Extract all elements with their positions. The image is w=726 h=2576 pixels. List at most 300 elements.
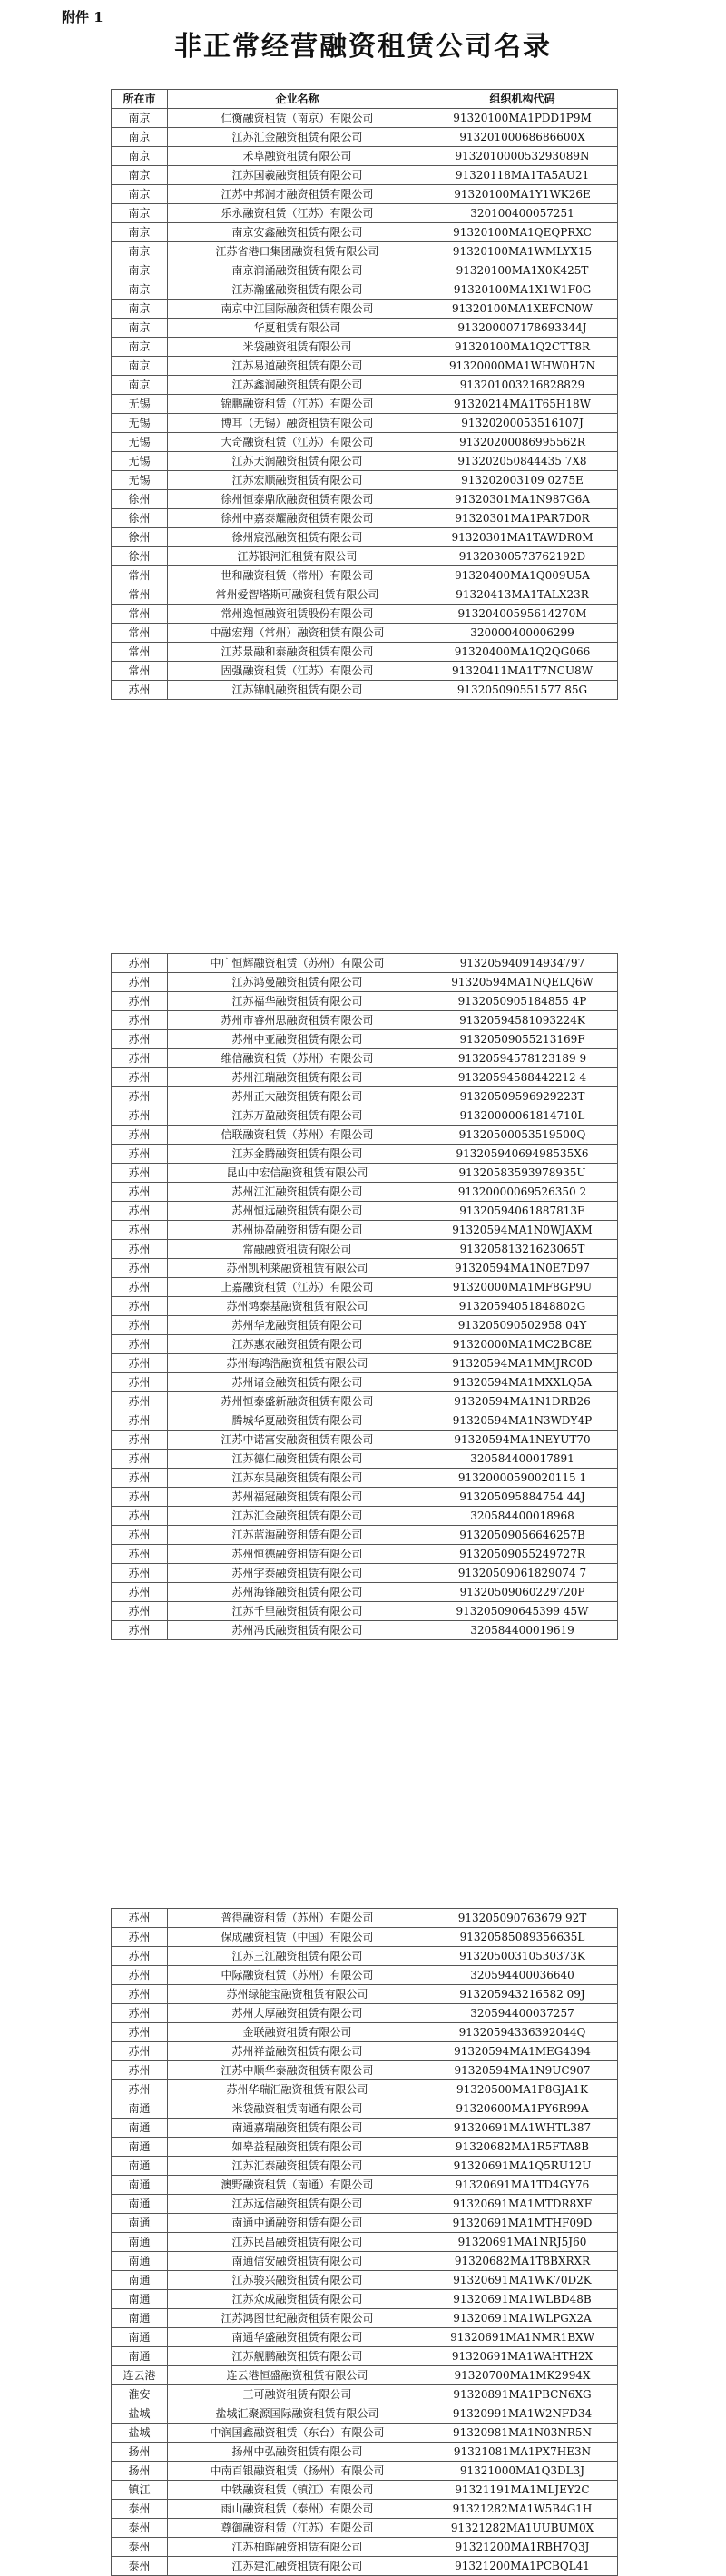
city-cell: 常州 <box>112 624 168 643</box>
org-code-cell: 91320981MA1N03NR5N <box>427 2424 618 2443</box>
city-cell: 南通 <box>112 2309 168 2328</box>
org-code-cell: 91320691MA1WLBD48B <box>427 2290 618 2309</box>
city-cell: 常州 <box>112 662 168 681</box>
city-cell: 连云港 <box>112 2366 168 2385</box>
city-cell: 盐城 <box>112 2404 168 2424</box>
city-cell: 苏州 <box>112 1145 168 1164</box>
company-name-cell: 腾城华夏融资租赁有限公司 <box>168 1411 427 1431</box>
city-cell: 常州 <box>112 585 168 605</box>
org-code-cell: 91320585089356635L <box>427 1928 618 1947</box>
table-row <box>112 2214 618 2233</box>
org-code-cell: 91320000MA1WHW0H7N <box>427 357 618 376</box>
city-cell: 南京 <box>112 185 168 204</box>
org-code-cell: 91320691MA1WLPGX2A <box>427 2309 618 2328</box>
company-name-cell: 江苏三江融资租赁有限公司 <box>168 1947 427 1966</box>
company-name-cell: 博耳（无锡）融资租赁有限公司 <box>168 414 427 433</box>
city-cell: 南通 <box>112 2290 168 2309</box>
table-row <box>112 2538 618 2557</box>
city-cell: 苏州 <box>112 1049 168 1068</box>
org-code-cell: 91320682MA1R5FTA8B <box>427 2138 618 2157</box>
org-code-cell: 91320500053519500Q <box>427 1126 618 1145</box>
table-row <box>112 1583 618 1602</box>
company-name-cell: 江苏蓝海融资租赁有限公司 <box>168 1526 427 1545</box>
table-row <box>112 2443 618 2462</box>
table-row <box>112 2462 618 2481</box>
city-cell: 苏州 <box>112 1507 168 1526</box>
table-row <box>112 2290 618 2309</box>
org-code-cell: 913205090763679 92T <box>427 1909 618 1928</box>
table-row <box>112 1316 618 1335</box>
company-name-cell: 苏州海锋融资租赁有限公司 <box>168 1583 427 1602</box>
org-code-cell: 91320509060229720P <box>427 1583 618 1602</box>
table-row <box>112 1928 618 1947</box>
city-cell: 苏州 <box>112 1068 168 1087</box>
table-row <box>112 547 618 566</box>
company-name-cell: 苏州大厚融资租赁有限公司 <box>168 2004 427 2023</box>
company-name-cell: 苏州华龙融资租赁有限公司 <box>168 1316 427 1335</box>
company-name-cell: 江苏福华融资租赁有限公司 <box>168 992 427 1011</box>
table-row <box>112 1049 618 1068</box>
city-cell: 苏州 <box>112 1164 168 1183</box>
company-name-cell: 江苏德仁融资租赁有限公司 <box>168 1450 427 1469</box>
company-name-cell: 如皋益程融资租赁有限公司 <box>168 2138 427 2157</box>
city-cell: 南京 <box>112 261 168 280</box>
city-cell: 苏州 <box>112 973 168 992</box>
company-name-cell: 苏州正大融资租赁有限公司 <box>168 1087 427 1106</box>
org-code-cell: 91320594061887813E <box>427 1202 618 1221</box>
table-row <box>112 585 618 605</box>
table-row <box>112 2004 618 2023</box>
city-cell: 淮安 <box>112 2385 168 2404</box>
city-cell: 苏州 <box>112 1947 168 1966</box>
table-row <box>112 128 618 147</box>
company-name-cell: 江苏汇金融资租赁有限公司 <box>168 1507 427 1526</box>
city-cell: 南京 <box>112 147 168 166</box>
company-name-cell: 尊御融资租赁（江苏）有限公司 <box>168 2519 427 2538</box>
table-row <box>112 261 618 280</box>
company-name-cell: 维信融资租赁（苏州）有限公司 <box>168 1049 427 1068</box>
company-name-cell: 华夏租赁有限公司 <box>168 319 427 338</box>
org-code-cell: 913202050844435 7X8 <box>427 452 618 471</box>
table-row <box>112 1011 618 1030</box>
city-cell: 扬州 <box>112 2443 168 2462</box>
company-name-cell: 江苏瀚盛融资租赁有限公司 <box>168 280 427 300</box>
table-row <box>112 566 618 585</box>
company-name-cell: 苏州宇泰融资租赁有限公司 <box>168 1564 427 1583</box>
org-code-cell: 913205095884754 44J <box>427 1488 618 1507</box>
table-row <box>112 1278 618 1297</box>
company-name-cell: 江苏省港口集团融资租赁有限公司 <box>168 242 427 261</box>
table-row <box>112 624 618 643</box>
org-code-cell: 91320600MA1PY6R99A <box>427 2099 618 2119</box>
table-row <box>112 2271 618 2290</box>
table-row <box>112 973 618 992</box>
city-cell: 苏州 <box>112 681 168 700</box>
org-code-cell: 913205090551577 85G <box>427 681 618 700</box>
company-name-cell: 江苏众成融资租赁有限公司 <box>168 2290 427 2309</box>
city-cell: 苏州 <box>112 992 168 1011</box>
org-code-cell: 91320594069498535X6 <box>427 1145 618 1164</box>
table-row <box>112 1431 618 1450</box>
org-code-cell: 91320200053516107J <box>427 414 618 433</box>
org-code-cell: 91320509055213169F <box>427 1030 618 1049</box>
company-name-cell: 米袋融资租赁有限公司 <box>168 338 427 357</box>
table-row <box>112 414 618 433</box>
city-cell: 泰州 <box>112 2500 168 2519</box>
org-code-cell: 91320691MA1Q5RU12U <box>427 2157 618 2176</box>
city-cell: 苏州 <box>112 1259 168 1278</box>
company-name-cell: 苏州江瑞融资租赁有限公司 <box>168 1068 427 1087</box>
org-code-cell: 913205940914934797 <box>427 954 618 973</box>
table-row <box>112 2347 618 2366</box>
org-code-cell: 91320400595614270M <box>427 605 618 624</box>
org-code-cell: 913205090502958 04Y <box>427 1316 618 1335</box>
city-cell: 南京 <box>112 376 168 395</box>
table-row <box>112 1909 618 1928</box>
table-row <box>112 992 618 1011</box>
org-code-cell: 91320000061814710L <box>427 1106 618 1126</box>
company-name-cell: 常州逸恒融资租赁股份有限公司 <box>168 605 427 624</box>
company-name-cell: 苏州协盈融资租赁有限公司 <box>168 1221 427 1240</box>
company-name-cell: 中广恒辉融资租赁（苏州）有限公司 <box>168 954 427 973</box>
company-name-cell: 乐永融资租赁（江苏）有限公司 <box>168 204 427 223</box>
org-code-cell: 91320700MA1MK2994X <box>427 2366 618 2385</box>
table-row <box>112 2309 618 2328</box>
city-cell: 苏州 <box>112 1354 168 1373</box>
table-row <box>112 643 618 662</box>
org-code-cell: 91320000MA1MC2BC8E <box>427 1335 618 1354</box>
company-name-cell: 江苏东吴融资租赁有限公司 <box>168 1469 427 1488</box>
org-code-cell: 91320100MA1X0K425T <box>427 261 618 280</box>
table-row <box>112 2099 618 2119</box>
org-code-cell: 91320500MA1P8GJA1K <box>427 2080 618 2099</box>
company-name-cell: 江苏鑫润融资租赁有限公司 <box>168 376 427 395</box>
company-name-cell: 江苏远信融资租赁有限公司 <box>168 2195 427 2214</box>
city-cell: 苏州 <box>112 1106 168 1126</box>
org-code-cell: 91320691MA1NRJ5J60 <box>427 2233 618 2252</box>
org-code-cell: 91321200MA1RBH7Q3J <box>427 2538 618 2557</box>
table-row <box>112 1030 618 1049</box>
company-name-cell: 米袋融资租赁南通有限公司 <box>168 2099 427 2119</box>
header-city: 所在市 <box>112 90 168 109</box>
city-cell: 南通 <box>112 2157 168 2176</box>
company-name-cell: 苏州福冠融资租赁有限公司 <box>168 1488 427 1507</box>
org-code-cell: 91321191MA1MLJEY2C <box>427 2481 618 2500</box>
org-code-cell: 91320000590020115 1 <box>427 1469 618 1488</box>
company-name-cell: 江苏汇泰融资租赁有限公司 <box>168 2157 427 2176</box>
company-name-cell: 南通中通融资租赁有限公司 <box>168 2214 427 2233</box>
org-code-cell: 913200007178693344J <box>427 319 618 338</box>
city-cell: 南通 <box>112 2233 168 2252</box>
org-code-cell: 91320594MA1MXXLQ5A <box>427 1373 618 1392</box>
company-name-cell: 江苏柏晖融资租赁有限公司 <box>168 2538 427 2557</box>
company-name-cell: 常融融资租赁有限公司 <box>168 1240 427 1259</box>
company-name-cell: 普得融资租赁（苏州）有限公司 <box>168 1909 427 1928</box>
city-cell: 南京 <box>112 338 168 357</box>
city-cell: 南通 <box>112 2099 168 2119</box>
company-name-cell: 扬州中弘融资租赁有限公司 <box>168 2443 427 2462</box>
company-name-cell: 中铁融资租赁（镇江）有限公司 <box>168 2481 427 2500</box>
org-code-cell: 91320691MA1WK70D2K <box>427 2271 618 2290</box>
city-cell: 苏州 <box>112 1335 168 1354</box>
table-row <box>112 2424 618 2443</box>
org-code-cell: 91320583593978935U <box>427 1164 618 1183</box>
table-row <box>112 2157 618 2176</box>
company-table-block-3 <box>111 1908 618 2576</box>
table-row <box>112 2404 618 2424</box>
company-name-cell: 江苏建汇融资租赁有限公司 <box>168 2557 427 2576</box>
city-cell: 苏州 <box>112 1240 168 1259</box>
org-code-cell: 91320000069526350 2 <box>427 1183 618 1202</box>
city-cell: 苏州 <box>112 1450 168 1469</box>
company-name-cell: 盐城汇聚源国际融资租赁有限公司 <box>168 2404 427 2424</box>
city-cell: 南京 <box>112 223 168 242</box>
company-name-cell: 苏州凯利莱融资租赁有限公司 <box>168 1259 427 1278</box>
table-row <box>112 1202 618 1221</box>
company-name-cell: 徐州中嘉泰耀融资租赁有限公司 <box>168 509 427 528</box>
table-row <box>112 2233 618 2252</box>
city-cell: 苏州 <box>112 1183 168 1202</box>
city-cell: 苏州 <box>112 1373 168 1392</box>
table-row <box>112 280 618 300</box>
table-row <box>112 395 618 414</box>
city-cell: 无锡 <box>112 395 168 414</box>
table-row <box>112 1488 618 1507</box>
company-name-cell: 苏州华瑞汇融资租赁有限公司 <box>168 2080 427 2099</box>
city-cell: 扬州 <box>112 2462 168 2481</box>
city-cell: 南通 <box>112 2214 168 2233</box>
company-name-cell: 江苏锦帆融资租赁有限公司 <box>168 681 427 700</box>
table-row <box>112 509 618 528</box>
org-code-cell: 91321282MA1W5B4G1H <box>427 2500 618 2519</box>
company-name-cell: 江苏中邦润才融资租赁有限公司 <box>168 185 427 204</box>
table-row <box>112 1221 618 1240</box>
table-row <box>112 376 618 395</box>
company-name-cell: 上嘉融资租赁（江苏）有限公司 <box>168 1278 427 1297</box>
company-name-cell: 江苏万盈融资租赁有限公司 <box>168 1106 427 1126</box>
table-row <box>112 2252 618 2271</box>
org-code-cell: 91320594MA1MMJRC0D <box>427 1354 618 1373</box>
city-cell: 南京 <box>112 242 168 261</box>
org-code-cell: 91320301MA1TAWDR0M <box>427 528 618 547</box>
org-code-cell: 91320594336392044Q <box>427 2023 618 2042</box>
company-name-cell: 昆山中宏信融资租赁有限公司 <box>168 1164 427 1183</box>
org-code-cell: 91320509055249727R <box>427 1545 618 1564</box>
company-name-cell: 中融宏翔（常州）融资租赁有限公司 <box>168 624 427 643</box>
table-row <box>112 109 618 128</box>
attachment-label: 附件 1 <box>62 9 103 25</box>
org-code-cell: 320594400036640 <box>427 1966 618 1985</box>
table-row <box>112 2138 618 2157</box>
org-code-cell: 91320214MA1T65H18W <box>427 395 618 414</box>
table-row <box>112 2328 618 2347</box>
table-row <box>112 1335 618 1354</box>
city-cell: 苏州 <box>112 1909 168 1928</box>
table-row <box>112 528 618 547</box>
org-code-cell: 91320581321623065T <box>427 1240 618 1259</box>
org-code-cell: 91320100MA1PDD1P9M <box>427 109 618 128</box>
company-name-cell: 苏州祥益融资租赁有限公司 <box>168 2042 427 2061</box>
city-cell: 南京 <box>112 319 168 338</box>
org-code-cell: 91320594MA1N1DRB26 <box>427 1392 618 1411</box>
table-row <box>112 2119 618 2138</box>
org-code-cell: 91320100MA1QEQPRXC <box>427 223 618 242</box>
table-row <box>112 147 618 166</box>
org-code-cell: 91320891MA1PBCN6XG <box>427 2385 618 2404</box>
company-name-cell: 江苏景融和泰融资租赁有限公司 <box>168 643 427 662</box>
company-name-cell: 江苏民昌融资租赁有限公司 <box>168 2233 427 2252</box>
org-code-cell: 91320400MA1Q2QG066 <box>427 643 618 662</box>
company-table-block-1 <box>111 89 618 700</box>
table-row <box>112 1411 618 1431</box>
city-cell: 南通 <box>112 2176 168 2195</box>
org-code-cell: 91320991MA1W2NFD34 <box>427 2404 618 2424</box>
company-name-cell: 江苏汇金融资租赁有限公司 <box>168 128 427 147</box>
table-row <box>112 1183 618 1202</box>
table-row <box>112 166 618 185</box>
company-name-cell: 徐州恒泰鼎欣融资租赁有限公司 <box>168 490 427 509</box>
table-row <box>112 2557 618 2576</box>
city-cell: 苏州 <box>112 2061 168 2080</box>
table-row <box>112 223 618 242</box>
company-name-cell: 三可融资租赁有限公司 <box>168 2385 427 2404</box>
company-name-cell: 苏州江汇融资租赁有限公司 <box>168 1183 427 1202</box>
org-code-cell: 91320301MA1PAR7D0R <box>427 509 618 528</box>
city-cell: 无锡 <box>112 433 168 452</box>
table-row <box>112 1947 618 1966</box>
org-code-cell: 91320594051848802G <box>427 1297 618 1316</box>
org-code-cell: 91321081MA1PX7HE3N <box>427 2443 618 2462</box>
table-row <box>112 490 618 509</box>
city-cell: 南京 <box>112 300 168 319</box>
city-cell: 南京 <box>112 357 168 376</box>
org-code-cell: 91320509061829074 7 <box>427 1564 618 1583</box>
company-name-cell: 江苏宏顺融资租赁有限公司 <box>168 471 427 490</box>
city-cell: 苏州 <box>112 2004 168 2023</box>
table-row <box>112 1354 618 1373</box>
org-code-cell: 91320594578123189 9 <box>427 1049 618 1068</box>
org-code-cell: 91320691MA1MTHF09D <box>427 2214 618 2233</box>
header-company-name: 企业名称 <box>168 90 427 109</box>
org-code-cell: 320594400037257 <box>427 2004 618 2023</box>
city-cell: 盐城 <box>112 2424 168 2443</box>
city-cell: 苏州 <box>112 1030 168 1049</box>
city-cell: 苏州 <box>112 1564 168 1583</box>
org-code-cell: 91320594MA1MEG4394 <box>427 2042 618 2061</box>
city-cell: 南通 <box>112 2271 168 2290</box>
city-cell: 南通 <box>112 2119 168 2138</box>
city-cell: 苏州 <box>112 1297 168 1316</box>
city-cell: 镇江 <box>112 2481 168 2500</box>
company-name-cell: 常州爱智塔斯可融资租赁有限公司 <box>168 585 427 605</box>
document-title: 非正常经营融资租赁公司名录 <box>174 31 552 63</box>
company-name-cell: 苏州海鸿浩融资租赁有限公司 <box>168 1354 427 1373</box>
city-cell: 苏州 <box>112 2080 168 2099</box>
city-cell: 苏州 <box>112 2042 168 2061</box>
company-name-cell: 世和融资租赁（常州）有限公司 <box>168 566 427 585</box>
table-row <box>112 471 618 490</box>
company-name-cell: 苏州绿能宝融资租赁有限公司 <box>168 1985 427 2004</box>
org-code-cell: 91320691MA1WHTL387 <box>427 2119 618 2138</box>
city-cell: 徐州 <box>112 547 168 566</box>
table-row <box>112 300 618 319</box>
table-row <box>112 204 618 223</box>
table-row <box>112 2519 618 2538</box>
org-code-cell: 91320301MA1N987G6A <box>427 490 618 509</box>
org-code-cell: 91320100MA1X1W1F0G <box>427 280 618 300</box>
table-row <box>112 1259 618 1278</box>
org-code-cell: 91320691MA1WAHTH2X <box>427 2347 618 2366</box>
org-code-cell: 91320118MA1TA5AU21 <box>427 166 618 185</box>
city-cell: 苏州 <box>112 1431 168 1450</box>
org-code-cell: 91320594MA1NEYUT70 <box>427 1431 618 1450</box>
org-code-cell: 320584400018968 <box>427 1507 618 1526</box>
company-name-cell: 苏州中亚融资租赁有限公司 <box>168 1030 427 1049</box>
org-code-cell: 913201003216828829 <box>427 376 618 395</box>
org-code-cell: 91321282MA1UUBUM0X <box>427 2519 618 2538</box>
org-code-cell: 91320691MA1TD4GY76 <box>427 2176 618 2195</box>
city-cell: 苏州 <box>112 1488 168 1507</box>
org-code-cell: 91320691MA1MTDR8XF <box>427 2195 618 2214</box>
org-code-cell: 91320100MA1Q2CTT8R <box>427 338 618 357</box>
org-code-cell: 91320100068686600X <box>427 128 618 147</box>
org-code-cell: 320100400057251 <box>427 204 618 223</box>
table-row <box>112 1087 618 1106</box>
company-name-cell: 南通华盛融资租赁有限公司 <box>168 2328 427 2347</box>
table-row <box>112 1545 618 1564</box>
org-code-cell: 91320200086995562R <box>427 433 618 452</box>
org-code-cell: 91320509056646257B <box>427 1526 618 1545</box>
company-name-cell: 江苏舰鹏融资租赁有限公司 <box>168 2347 427 2366</box>
company-name-cell: 苏州恒泰盛新融资租赁有限公司 <box>168 1392 427 1411</box>
table-row <box>112 357 618 376</box>
company-name-cell: 南通嘉瑞融资租赁有限公司 <box>168 2119 427 2138</box>
company-name-cell: 禾阜融资租赁有限公司 <box>168 147 427 166</box>
table-row <box>112 1469 618 1488</box>
city-cell: 苏州 <box>112 1928 168 1947</box>
org-code-cell: 91320594MA1N9UC907 <box>427 2061 618 2080</box>
company-name-cell: 连云港恒盛融资租赁有限公司 <box>168 2366 427 2385</box>
company-name-cell: 江苏中诺富安融资租赁有限公司 <box>168 1431 427 1450</box>
city-cell: 苏州 <box>112 1126 168 1145</box>
org-code-cell: 91320594MA1N0WJAXM <box>427 1221 618 1240</box>
company-name-cell: 苏州恒德融资租赁有限公司 <box>168 1545 427 1564</box>
company-name-cell: 中际融资租赁（苏州）有限公司 <box>168 1966 427 1985</box>
city-cell: 南京 <box>112 280 168 300</box>
company-name-cell: 江苏易道融资租赁有限公司 <box>168 357 427 376</box>
company-name-cell: 苏州恒远融资租赁有限公司 <box>168 1202 427 1221</box>
org-code-cell: 91320500310530373K <box>427 1947 618 1966</box>
city-cell: 苏州 <box>112 1278 168 1297</box>
table-row <box>112 1126 618 1145</box>
table-row <box>112 2195 618 2214</box>
city-cell: 南京 <box>112 166 168 185</box>
org-code-cell: 913205090645399 45W <box>427 1602 618 1621</box>
org-code-cell: 91320000MA1MF8GP9U <box>427 1278 618 1297</box>
table-row <box>112 2366 618 2385</box>
city-cell: 苏州 <box>112 1469 168 1488</box>
table-row <box>112 1966 618 1985</box>
company-name-cell: 雨山融资租赁（泰州）有限公司 <box>168 2500 427 2519</box>
city-cell: 苏州 <box>112 1602 168 1621</box>
company-name-cell: 中南百银融资租赁（扬州）有限公司 <box>168 2462 427 2481</box>
company-name-cell: 大奇融资租赁（江苏）有限公司 <box>168 433 427 452</box>
city-cell: 南京 <box>112 204 168 223</box>
table-row <box>112 1164 618 1183</box>
company-name-cell: 信联融资租赁（苏州）有限公司 <box>168 1126 427 1145</box>
city-cell: 常州 <box>112 566 168 585</box>
company-name-cell: 苏州鸿泰基融资租赁有限公司 <box>168 1297 427 1316</box>
